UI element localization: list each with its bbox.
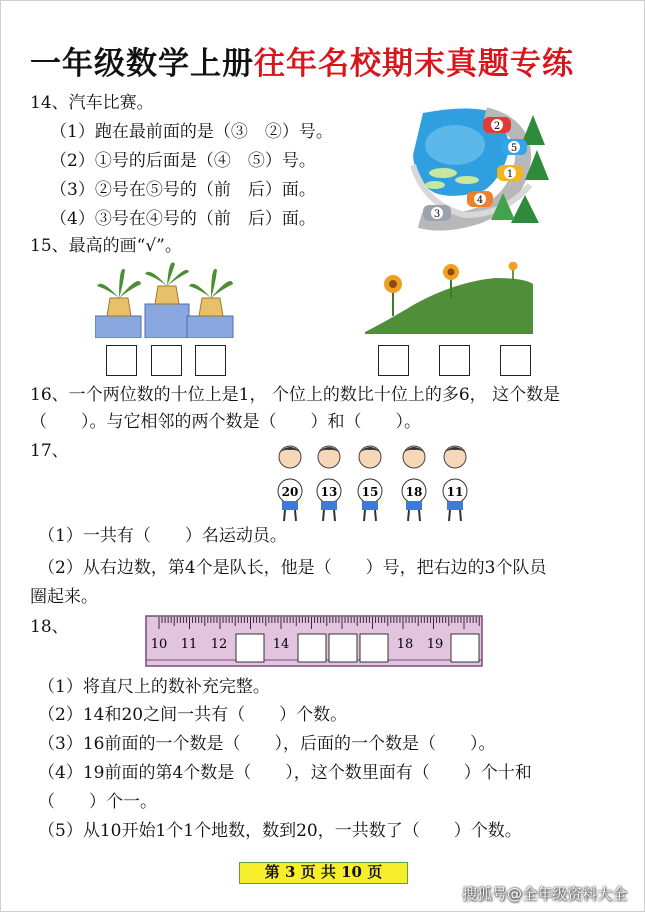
q15-stem: 15、最高的画“√”。 bbox=[30, 236, 182, 256]
svg-text:2: 2 bbox=[493, 121, 501, 132]
q17-item-2-cont: 圈起来。 bbox=[30, 587, 98, 607]
svg-text:11: 11 bbox=[446, 485, 464, 499]
q17-item-1: （1）一共有（ ）名运动员。 bbox=[38, 526, 287, 546]
title-black: 一年级数学上册 bbox=[30, 46, 254, 82]
svg-text:18: 18 bbox=[396, 637, 414, 652]
q18-item-4: （4）19前面的第4个数是（ ），这个数里面有（ ）个十和 bbox=[38, 763, 532, 783]
race-track-illustration bbox=[405, 105, 550, 233]
ruler-blank-20[interactable] bbox=[451, 634, 479, 662]
title-red: 往年名校期末真题专练 bbox=[254, 46, 574, 82]
q18-item-5: （5）从10开始1个1个地数，数到20，一共数了（ ）个数。 bbox=[38, 821, 522, 841]
q18-stem: 18、 bbox=[30, 617, 69, 637]
car-4 bbox=[467, 191, 493, 207]
runner bbox=[317, 446, 341, 521]
q18-item-4-cont: （ ）个一。 bbox=[38, 792, 157, 812]
q16-line-1: 16、一个两位数的十位上是1， 个位上的数比十位上的多6， 这个数是 bbox=[30, 385, 561, 405]
car-5 bbox=[501, 139, 527, 155]
runner bbox=[358, 446, 382, 521]
q18-item-1: （1）将直尺上的数补充完整。 bbox=[38, 677, 270, 697]
svg-text:3: 3 bbox=[433, 209, 441, 220]
svg-text:13: 13 bbox=[320, 485, 338, 499]
flowers-on-hill-illustration bbox=[365, 262, 533, 334]
q18-item-3: （3）16前面的一个数是（ ），后面的一个数是（ ）。 bbox=[38, 734, 496, 754]
q14-item-1: （1）跑在最前面的是（③ ②）号。 bbox=[50, 122, 333, 142]
svg-text:1: 1 bbox=[506, 169, 514, 180]
runner bbox=[278, 446, 302, 521]
q14-stem: 14、汽车比赛。 bbox=[30, 93, 154, 113]
svg-text:18: 18 bbox=[405, 485, 423, 499]
answer-box-plant-1[interactable] bbox=[106, 345, 137, 376]
svg-text:12: 12 bbox=[210, 637, 228, 652]
q14-item-4: （4）③号在④号的（前 后）面。 bbox=[50, 209, 316, 229]
q17-item-2: （2）从右边数，第4个是队长，他是（ ）号，把右边的3个队员 bbox=[38, 558, 547, 578]
svg-text:4: 4 bbox=[476, 195, 484, 206]
svg-text:20: 20 bbox=[281, 485, 299, 499]
car-1 bbox=[497, 165, 523, 181]
svg-text:11: 11 bbox=[180, 637, 198, 652]
answer-box-flower-2[interactable] bbox=[439, 345, 470, 376]
runner bbox=[402, 446, 426, 521]
page-number: 第 3 页 共 10 页 bbox=[239, 862, 408, 884]
runners-illustration bbox=[268, 443, 478, 523]
svg-text:10: 10 bbox=[150, 637, 168, 652]
q16-line-2: （ ）。与它相邻的两个数是（ ）和（ ）。 bbox=[30, 412, 421, 432]
answer-box-plant-2[interactable] bbox=[151, 345, 182, 376]
ruler-blank-15[interactable] bbox=[298, 634, 326, 662]
q17-stem: 17、 bbox=[30, 441, 69, 461]
svg-text:19: 19 bbox=[426, 637, 444, 652]
svg-text:15: 15 bbox=[361, 485, 379, 499]
q14-item-2: （2）①号的后面是（④ ⑤）号。 bbox=[50, 151, 316, 171]
car-2 bbox=[483, 117, 511, 133]
car-3 bbox=[423, 205, 451, 221]
svg-text:5: 5 bbox=[510, 143, 518, 154]
answer-box-flower-3[interactable] bbox=[500, 345, 531, 376]
answer-box-plant-3[interactable] bbox=[195, 345, 226, 376]
plants-on-stands-illustration bbox=[95, 258, 235, 338]
answer-box-flower-1[interactable] bbox=[378, 345, 409, 376]
runner bbox=[443, 446, 467, 521]
ruler-blank-17[interactable] bbox=[360, 634, 388, 662]
q14-item-3: （3）②号在⑤号的（前 后）面。 bbox=[50, 180, 316, 200]
svg-text:14: 14 bbox=[272, 637, 290, 652]
q18-item-2: （2）14和20之间一共有（ ）个数。 bbox=[38, 705, 348, 725]
ruler-blank-16[interactable] bbox=[329, 634, 357, 662]
ruler-blank-13[interactable] bbox=[236, 634, 264, 662]
watermark: 搜狐号@全年级资料大全 bbox=[462, 885, 628, 903]
ruler-illustration bbox=[145, 614, 485, 670]
page-title bbox=[30, 38, 574, 83]
